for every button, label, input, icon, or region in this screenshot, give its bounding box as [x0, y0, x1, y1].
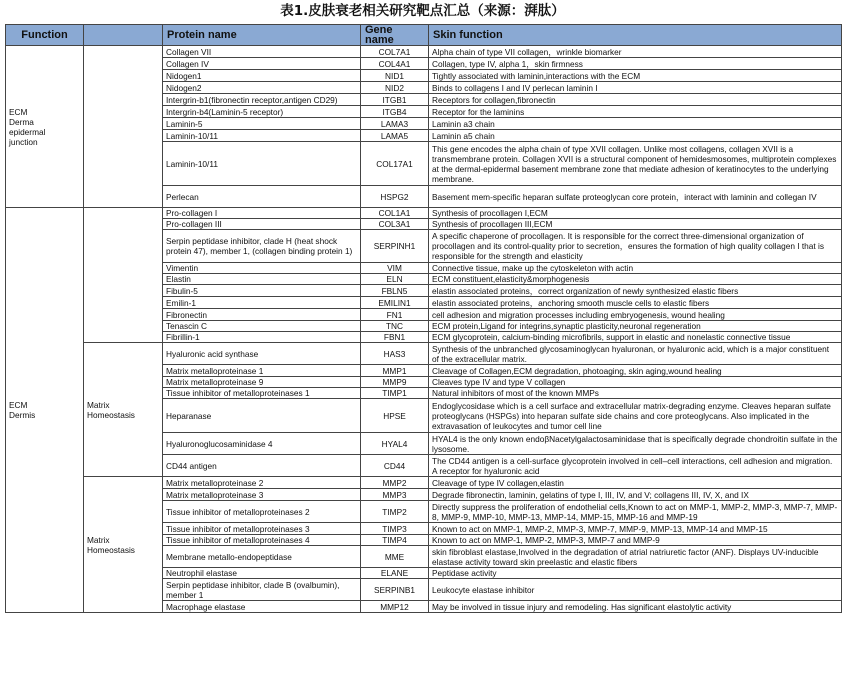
skin-function: ECM constituent,elasticity&morphogenesis: [429, 274, 842, 285]
protein-name: Heparanase: [163, 399, 361, 433]
skin-function: Known to act on MMP-1, MMP-2, MMP-3, MMP-7, MMP-9, MMP-13, MMP-14 and MMP-15: [429, 523, 842, 535]
protein-name: Serpin peptidase inhibitor, clade H (heat shock protein 47), member 1, (collagen binding protein 1): [163, 230, 361, 263]
subcategory-cell: [84, 46, 163, 208]
protein-name: Fibulin-5: [163, 285, 361, 297]
protein-name: Perlecan: [163, 186, 361, 208]
protein-name: Matrix metalloproteinase 2: [163, 477, 361, 489]
skin-function: Receptor for the laminins: [429, 106, 842, 118]
skin-function: Endoglycosidase which is a cell surface and extracellular matrix-degrading enzyme. Cleaves heparan sulfate proteoglycans (HSPGs) into heparan sulfate side chains and core proteoglycans. Also implicated in the extravasation of leukocytes and tumor cell line: [429, 399, 842, 433]
gene-name: ELANE: [361, 568, 429, 579]
skin-function: HYAL4 is the only known endoβNacetylgalactosaminidase that is specifically degrade chondroitin sulfate in the lysosome.: [429, 433, 842, 455]
skin-function: Laminin a3 chain: [429, 118, 842, 130]
skin-function: Tightly associated with laminin,interactions with the ECM: [429, 70, 842, 82]
skin-function: Known to act on MMP-1, MMP-2, MMP-3, MMP-7 and MMP-9: [429, 535, 842, 546]
table-row: [6, 343, 842, 365]
protein-name: Emilin-1: [163, 297, 361, 309]
table-row: [6, 208, 842, 219]
protein-name: Pro-collagen I: [163, 208, 361, 219]
protein-name: Membrane metallo-endopeptidase: [163, 546, 361, 568]
protein-name: Macrophage elastase: [163, 601, 361, 613]
gene-name: SERPINB1: [361, 579, 429, 601]
header-row: [6, 25, 842, 46]
protein-name: Pro-collagen III: [163, 219, 361, 230]
gene-name: LAMA5: [361, 130, 429, 142]
gene-name: COL7A1: [361, 46, 429, 58]
gene-name: COL17A1: [361, 142, 429, 186]
gene-name: HSPG2: [361, 186, 429, 208]
gene-name: MMP1: [361, 365, 429, 377]
protein-name: Nidogen2: [163, 82, 361, 94]
skin-function: Synthesis of the unbranched glycosaminoglycan hyaluronan, or hyaluronic acid, which is a major constituent of the extracellular matrix.: [429, 343, 842, 365]
gene-name: NID1: [361, 70, 429, 82]
skin-function: ECM protein,Ligand for integrins,synaptic plasticity,neuronal regeneration: [429, 321, 842, 332]
table-title: 表1.皮肤衰老相关研究靶点汇总（来源：湃肽）: [280, 3, 565, 19]
protein-name: Elastin: [163, 274, 361, 285]
skin-function: Cleavage of Collagen,ECM degradation, photoaging, skin aging,wound healing: [429, 365, 842, 377]
gene-name: MMP9: [361, 377, 429, 388]
header-skin-function: Skin function: [429, 25, 842, 46]
skin-function: Cleaves type IV and type V collagen: [429, 377, 842, 388]
gene-name: ITGB1: [361, 94, 429, 106]
skin-function: Binds to collagens I and IV perlecan laminin I: [429, 82, 842, 94]
gene-name: MMP12: [361, 601, 429, 613]
protein-name: Hyaluronic acid synthase: [163, 343, 361, 365]
gene-name: MMP2: [361, 477, 429, 489]
gene-name: MME: [361, 546, 429, 568]
protein-name: Tissue inhibitor of metalloproteinases 2: [163, 501, 361, 523]
gene-name: VIM: [361, 263, 429, 274]
skin-function: Directly suppress the proliferation of endothelial cells,Known to act on MMP-1, MMP-2, MMP-3, MMP-7, MMP-8, MMP-9, MMP-10, MMP-13, MMP-14, MMP-15, MMP-16 and MMP-19: [429, 501, 842, 523]
protein-name: CD44 antigen: [163, 455, 361, 477]
protein-name: Tissue inhibitor of metalloproteinases 1: [163, 388, 361, 399]
gene-name: TIMP1: [361, 388, 429, 399]
subcategory-cell: Matrix Homeostasis: [84, 343, 163, 477]
skin-function: ECM glycoprotein, calcium-binding microfibrils, support in elastic and nonelastic connective tissue: [429, 332, 842, 343]
subcategory-cell: Matrix Homeostasis: [84, 477, 163, 613]
gene-name: FN1: [361, 309, 429, 321]
gene-name: HAS3: [361, 343, 429, 365]
function-cell: ECM Dermis: [6, 208, 84, 613]
table-body: [6, 46, 842, 613]
skin-function: This gene encodes the alpha chain of type XVII collagen. Unlike most collagens, collagen XVII is a transmembrane protein. Collagen XVII is a structural component of hemidesmosomes, multiprotein complexes at the dermal-epidermal basement membrane zone that mediate adhesion of keratinocytes to the underlying membrane.: [429, 142, 842, 186]
skin-function: Alpha chain of type VII collagen，wrinkle biomarker: [429, 46, 842, 58]
skin-function: Leukocyte elastase inhibitor: [429, 579, 842, 601]
gene-name: HPSE: [361, 399, 429, 433]
skin-function: Degrade fibronectin, laminin, gelatins of type I, III, IV, and V; collagens III, IV, X, and IX: [429, 489, 842, 501]
protein-name: Intergrin-b4(Laminin-5 receptor): [163, 106, 361, 118]
protein-name: Hyaluronoglucosaminidase 4: [163, 433, 361, 455]
gene-name: NID2: [361, 82, 429, 94]
gene-name: EMILIN1: [361, 297, 429, 309]
protein-name: Neutrophil elastase: [163, 568, 361, 579]
gene-name: TIMP4: [361, 535, 429, 546]
skin-function: Collagen, type IV, alpha 1，skin firmness: [429, 58, 842, 70]
gene-name: TIMP3: [361, 523, 429, 535]
skin-function: Synthesis of procollagen I,ECM: [429, 208, 842, 219]
protein-name: Nidogen1: [163, 70, 361, 82]
gene-name: TNC: [361, 321, 429, 332]
skin-function: cell adhesion and migration processes including embryogenesis, wound healing: [429, 309, 842, 321]
gene-name: FBN1: [361, 332, 429, 343]
gene-name: CD44: [361, 455, 429, 477]
gene-name: ELN: [361, 274, 429, 285]
protein-name: Fibronectin: [163, 309, 361, 321]
skin-function: A specific chaperone of procollagen. It is responsible for the correct three-dimensional organization of procollagen and its control-quality prior to secretion，ensures the formation of high quality collagen I that is responsible for the strength and elasticity: [429, 230, 842, 263]
protein-name: Collagen VII: [163, 46, 361, 58]
protein-name: Serpin peptidase inhibitor, clade B (ovalbumin), member 1: [163, 579, 361, 601]
gene-name: MMP3: [361, 489, 429, 501]
skin-function: The CD44 antigen is a cell-surface glycoprotein involved in cell–cell interactions, cell adhesion and migration. A receptor for hyaluronic acid: [429, 455, 842, 477]
gene-name: COL3A1: [361, 219, 429, 230]
skin-function: Peptidase activity: [429, 568, 842, 579]
protein-name: Matrix metalloproteinase 3: [163, 489, 361, 501]
protein-name: Laminin-5: [163, 118, 361, 130]
subcategory-cell: [84, 208, 163, 343]
protein-name: Collagen IV: [163, 58, 361, 70]
protein-name: Tenascin C: [163, 321, 361, 332]
gene-name: LAMA3: [361, 118, 429, 130]
protein-name: Fibrillin-1: [163, 332, 361, 343]
skin-function: elastin associated proteins，anchoring smooth muscle cells to elastic fibers: [429, 297, 842, 309]
gene-name: FBLN5: [361, 285, 429, 297]
protein-name: Intergrin-b1(fibronectin receptor,antigen CD29): [163, 94, 361, 106]
skin-aging-targets-table: [5, 24, 842, 613]
protein-name: Tissue inhibitor of metalloproteinases 3: [163, 523, 361, 535]
gene-name: ITGB4: [361, 106, 429, 118]
gene-name: SERPINH1: [361, 230, 429, 263]
function-cell: ECM Derma epidermal junction: [6, 46, 84, 208]
gene-name: COL4A1: [361, 58, 429, 70]
header-subcategory: [84, 25, 163, 46]
protein-name: Matrix metalloproteinase 1: [163, 365, 361, 377]
protein-name: Laminin-10/11: [163, 130, 361, 142]
skin-function: Connective tissue, make up the cytoskeleton with actin: [429, 263, 842, 274]
header-gene-name: Gene name: [361, 25, 429, 46]
skin-function: elastin associated proteins，correct organization of newly synthesized elastic fibers: [429, 285, 842, 297]
gene-name: HYAL4: [361, 433, 429, 455]
table-row: [6, 46, 842, 58]
skin-function: Natural inhibitors of most of the known MMPs: [429, 388, 842, 399]
table-row: [6, 477, 842, 489]
skin-function: Cleavage of type IV collagen,elastin: [429, 477, 842, 489]
skin-function: Receptors for collagen,fibronectin: [429, 94, 842, 106]
gene-name: TIMP2: [361, 501, 429, 523]
skin-function: skin fibroblast elastase,Involved in the degradation of atrial natriuretic factor (ANF). Displays UV-inducible elastase activity toward skin preelastic and elastic fibers: [429, 546, 842, 568]
gene-name: COL1A1: [361, 208, 429, 219]
header-function: Function: [6, 25, 84, 46]
protein-name: Vimentin: [163, 263, 361, 274]
skin-function: Basement mem-specific heparan sulfate proteoglycan core protein，interact with laminin and collegan IV: [429, 186, 842, 208]
protein-name: Tissue inhibitor of metalloproteinases 4: [163, 535, 361, 546]
skin-function: Synthesis of procollagen III,ECM: [429, 219, 842, 230]
skin-function: May be involved in tissue injury and remodeling. Has significant elastolytic activity: [429, 601, 842, 613]
protein-name: Matrix metalloproteinase 9: [163, 377, 361, 388]
protein-name: Laminin-10/11: [163, 142, 361, 186]
header-protein-name: Protein name: [163, 25, 361, 46]
skin-function: Laminin a5 chain: [429, 130, 842, 142]
